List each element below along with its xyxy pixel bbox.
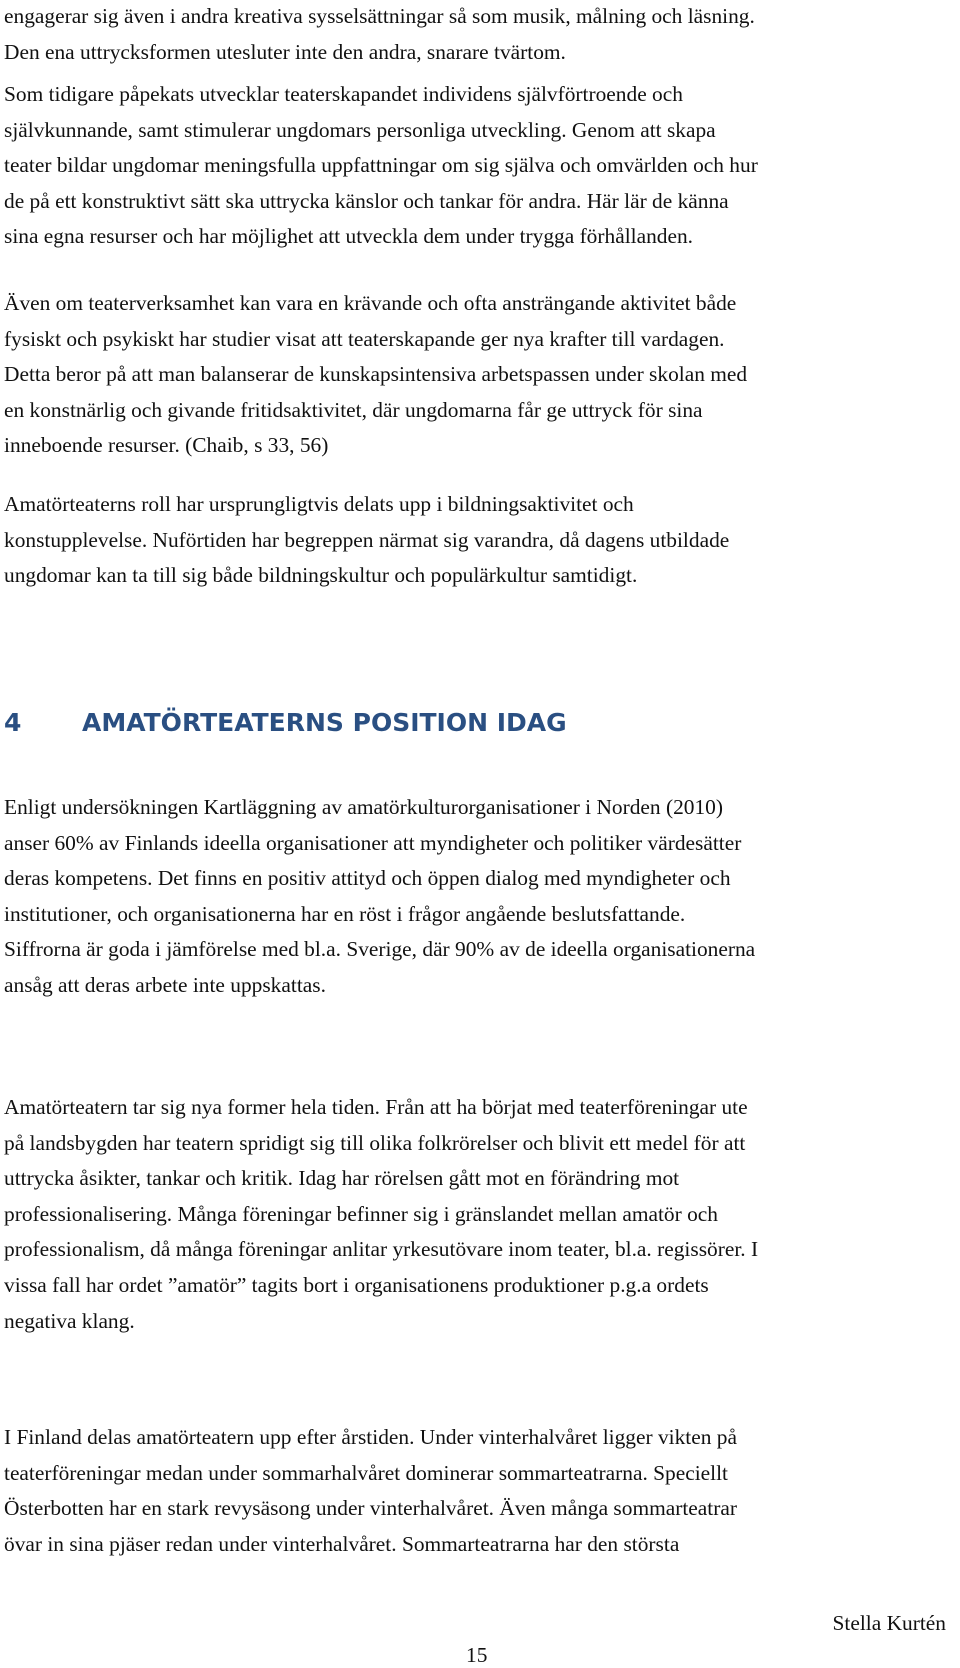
text-line: teater bildar ungdomar meningsfulla uppfattningar om sig själva och omvärlden och hur (4, 153, 758, 178)
paragraph-finland-seasons (4, 1420, 956, 1562)
paragraph-self-confidence (4, 77, 956, 255)
text-line: Även om teaterverksamhet kan vara en krävande och ofta ansträngande aktivitet både (4, 291, 737, 315)
text-line: på landsbygden har teatern spridigt sig till olika folkrörelser och blivit ett medel för att (4, 1130, 746, 1155)
text-line: en konstnärlig och givande fritidsaktivitet, där ungdomarna får ge uttryck för sina (4, 397, 703, 422)
text-line: professionalisering. Många föreningar befinner sig i gränslandet mellan amatör och (4, 1201, 718, 1226)
text-line: deras kompetens. Det finns en positiv attityd och öppen dialog med myndigheter och (4, 866, 731, 891)
text-line: självkunnande, samt stimulerar ungdomars personliga utveckling. Genom att skapa (4, 117, 716, 142)
text-line: Siffrorna är goda i jämförelse med bl.a. Sverige, där 90% av de ideella organisationerna (4, 937, 756, 962)
page-number: 15 (466, 1643, 488, 1667)
section-title: AMATÖRTEATERNS POSITION IDAG (82, 708, 567, 737)
paragraph-new-forms (4, 1090, 956, 1339)
text-line: institutioner, och organisationerna har en röst i frågor angående beslutsfattande. (4, 901, 686, 926)
text-line: inneboende resurser. (Chaib, s 33, 56) (4, 433, 329, 458)
text-line: engagerar sig även i andra kreativa sysselsättningar så som musik, målning och läsning. (4, 4, 755, 28)
text-line: fysiskt och psykiskt har studier visat att teaterskapande ger nya krafter till vardagen. (4, 326, 725, 351)
text-line: I Finland delas amatörteatern upp efter årstiden. Under vinterhalvåret ligger vikten på (4, 1425, 737, 1449)
section-number: 4 (4, 708, 22, 737)
text-line: ungdomar kan ta till sig både bildningskultur och populärkultur samtidigt. (4, 563, 638, 588)
footer-author: Stella Kurtén (832, 1611, 946, 1635)
paragraph-survey (4, 790, 956, 1004)
text-line: Detta beror på att man balanserar de kunskapsintensiva arbetspassen under skolan med (4, 362, 748, 387)
text-line: Amatörteatern tar sig nya former hela tiden. Från att ha börjat med teaterföreningar ute (4, 1095, 748, 1119)
text-line: konstupplevelse. Nuförtiden har begreppen närmat sig varandra, då dagens utbildade (4, 527, 730, 552)
text-line: negativa klang. (4, 1308, 135, 1333)
text-line: Enligt undersökningen Kartläggning av amatörkulturorganisationer i Norden (2010) (4, 795, 723, 819)
text-line: Som tidigare påpekats utvecklar teaterskapandet individens självförtroende och (4, 82, 683, 106)
text-line: Den ena uttrycksformen utesluter inte den andra, snarare tvärtom. (4, 39, 566, 64)
section-heading (4, 703, 956, 743)
text-line: de på ett konstruktivt sätt ska uttrycka känslor och tankar för andra. Här lär de känna (4, 188, 729, 213)
text-line: uttrycka åsikter, tankar och kritik. Idag har rörelsen gått mot en förändring mot (4, 1166, 680, 1191)
paragraph-continuation (4, 0, 956, 70)
text-line: Amatörteaterns roll har ursprungligtvis delats upp i bildningsaktivitet och (4, 492, 634, 516)
text-line: teaterföreningar medan under sommarhalvåret dominerar sommarteatrarna. Speciellt (4, 1460, 728, 1485)
text-line: Österbotten har en stark revysäsong under vinterhalvåret. Även många sommarteatrar (4, 1496, 737, 1521)
text-line: professionalism, då många föreningar anlitar yrkesutövare inom teater, bl.a. regissörer. I (4, 1237, 759, 1262)
text-line: vissa fall har ordet ”amatör” tagits bort i organisationens produktioner p.g.a ordets (4, 1272, 709, 1297)
text-line: ansåg att deras arbete inte uppskattas. (4, 972, 326, 997)
text-line: sina egna resurser och har möjlighet att utveckla dem under trygga förhållanden. (4, 224, 694, 249)
text-line: övar in sina pjäser redan under vinterhalvåret. Sommarteatrarna har den största (4, 1531, 680, 1556)
text-line: anser 60% av Finlands ideella organisationer att myndigheter och politiker värdesätter (4, 830, 742, 855)
paragraph-amateur-theatre-role (4, 487, 956, 594)
paragraph-demanding-activity (4, 286, 956, 464)
